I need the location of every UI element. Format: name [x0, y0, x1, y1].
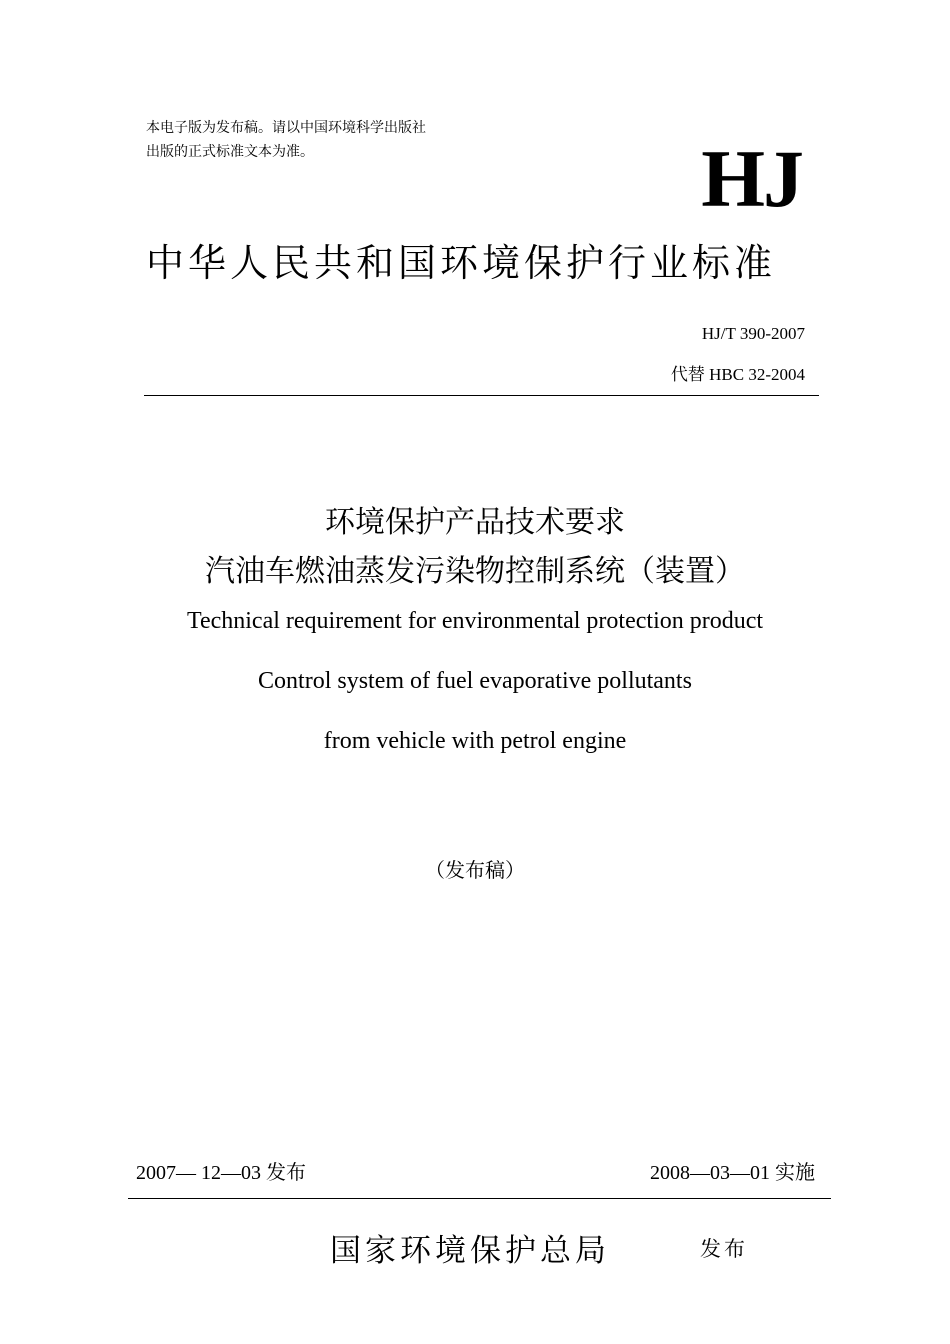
publisher-name: 国家环境保护总局 — [330, 1233, 610, 1269]
standard-category-title: 中华人民共和国环境保护行业标准 — [146, 241, 777, 285]
issue-date-label: 发布 — [266, 1160, 306, 1184]
issue-date-value: 2007— 12—03 — [136, 1162, 261, 1184]
edition-notice-line-1: 本电子版为发布稿。请以中国环境科学出版社 — [146, 120, 426, 136]
footer-divider — [128, 1198, 831, 1199]
hj-logo: HJ — [701, 133, 802, 224]
edition-notice-line-2: 出版的正式标准文本为准。 — [146, 144, 314, 160]
header-divider — [144, 395, 819, 396]
chinese-title-line-1: 环境保护产品技术要求 — [325, 505, 625, 540]
implementation-date — [650, 1156, 815, 1185]
english-title-line-3: from vehicle with petrol engine — [323, 728, 627, 754]
chinese-title-line-2: 汽油车燃油蒸发污染物控制系统（装置） — [205, 554, 745, 589]
standard-number: HJ/T 390-2007 — [701, 324, 805, 343]
publish-label: 发布 — [700, 1237, 748, 1261]
issue-date — [136, 1156, 306, 1185]
english-title-line-2: Control system of fuel evaporative pollutants — [258, 668, 692, 694]
replaced-standard: 代替 HBC 32-2004 — [670, 365, 805, 384]
edition-notice — [146, 116, 426, 164]
implementation-date-label: 实施 — [775, 1160, 815, 1184]
implementation-date-value: 2008—03—01 — [650, 1162, 770, 1184]
draft-label: （发布稿） — [425, 858, 525, 882]
english-title-line-1: Technical requirement for environmental protection product — [186, 608, 764, 634]
